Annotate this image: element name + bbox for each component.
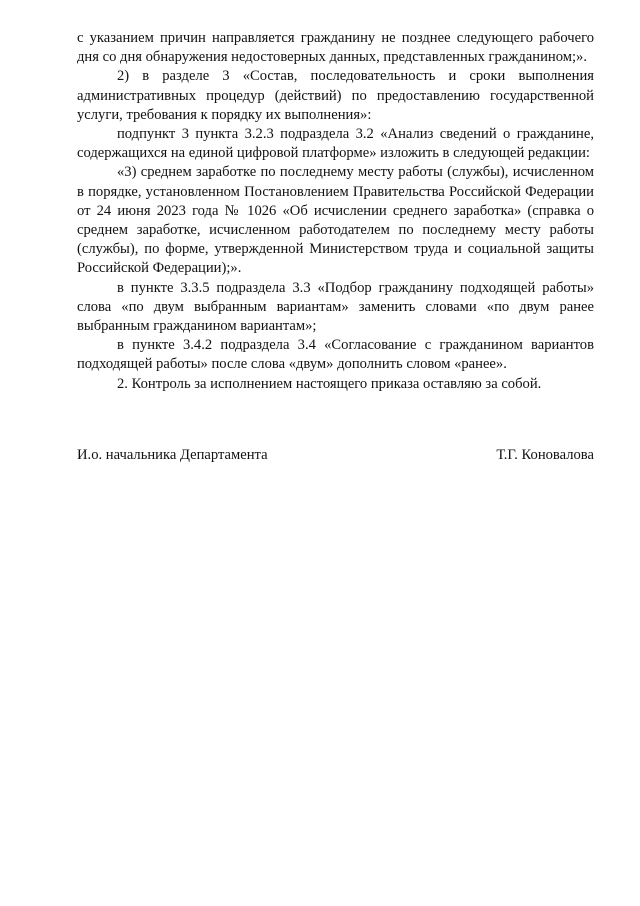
signature-name: Т.Г. Коновалова [496, 447, 594, 463]
paragraph-average-earnings: «3) среднем заработке по последнему месту работы (службы), исчисленном в порядке, установленном Постановлением Правительства Российской Федерации от 24 июня 2023 года № 1026 «Об исчислении среднего заработка» (справка о среднем заработке, исчисленном работодателем по последнему месту работы (службы), по форме, утвержденной Министерством труда и социальной защиты Российской Федерации);». [77, 164, 594, 277]
paragraph-continuation: с указанием причин направляется гражданину не позднее следующего рабочего дня со дня обнаружения недостоверных данных, представленных гражданином;». [77, 30, 594, 66]
signature-position: И.о. начальника Департамента [77, 447, 268, 463]
paragraph-section-3: 2) в разделе 3 «Состав, последовательность и сроки выполнения административных процедур (действий) по предоставлению государственной услуги, требования к порядку их выполнения»: [77, 68, 594, 123]
paragraph-subpoint-3-2-3: подпункт 3 пункта 3.2.3 подраздела 3.2 «Анализ сведений о гражданине, содержащихся на единой цифровой платформе» изложить в следующей редакции: [77, 126, 594, 162]
paragraph-control: 2. Контроль за исполнением настоящего приказа оставляю за собой. [117, 375, 542, 392]
document-body [77, 29, 594, 394]
paragraph-point-3-3-5: в пункте 3.3.5 подраздела 3.3 «Подбор гражданину подходящей работы» слова «по двум выбранным вариантам» заменить словами «по двум ранее выбранным гражданином вариантам»; [77, 279, 594, 335]
paragraph-point-3-4-2: в пункте 3.4.2 подраздела 3.4 «Согласование с гражданином вариантов подходящей работы» после слова «двум» дополнить словом «ранее». [77, 337, 594, 373]
